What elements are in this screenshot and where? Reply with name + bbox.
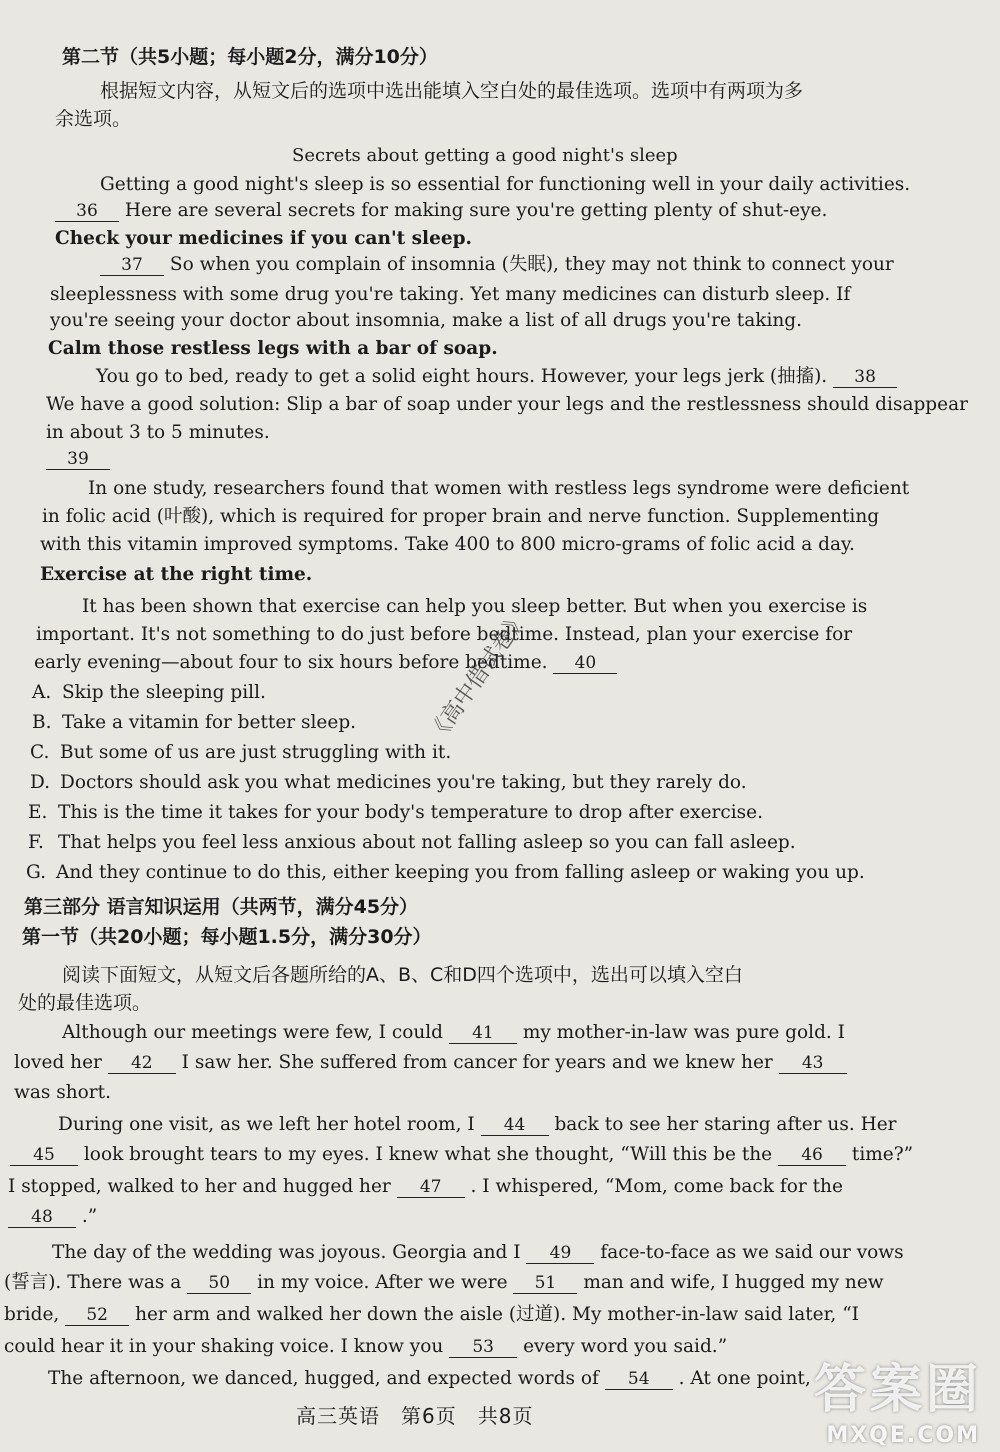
blank-41[interactable]: 41 xyxy=(449,1023,517,1044)
part-heading: 第三部分 语言知识运用（共两节，满分45分） xyxy=(24,896,419,918)
paragraph-text: loved her xyxy=(14,1052,102,1073)
logo-text: 答案圈 xyxy=(813,1360,982,1420)
paragraph-text: man and wife, I hugged my new xyxy=(583,1272,884,1293)
section-heading: 第一节（共20小题；每小题1.5分，满分30分） xyxy=(22,926,432,948)
paragraph-text: You go to bed, ready to get a solid eight hours. However, your legs jerk (抽搐). xyxy=(96,366,828,387)
paragraph-line: Getting a good night's sleep is so essential for functioning well in your daily activities. xyxy=(100,174,911,195)
blank-49[interactable]: 49 xyxy=(526,1243,594,1264)
paragraph-line xyxy=(58,1112,897,1138)
paragraph-text: every word you said.” xyxy=(523,1336,728,1357)
paragraph-line xyxy=(4,1270,884,1296)
paragraph-line: in folic acid (叶酸), which is required for proper brain and nerve function. Supplementing xyxy=(42,506,880,527)
paragraph-text: in my voice. After we were xyxy=(257,1272,508,1293)
blank-48[interactable]: 48 xyxy=(8,1207,76,1228)
paragraph-line: In one study, researchers found that women with restless legs syndrome were deficient xyxy=(88,478,910,499)
instruction-line: 处的最佳选项。 xyxy=(18,992,152,1014)
blank-39[interactable]: 39 xyxy=(46,449,110,470)
paragraph-text: Here are several secrets for making sure you're getting plenty of shut-eye. xyxy=(124,200,828,221)
paragraph-line xyxy=(55,198,827,224)
passage-title: Secrets about getting a good night's sleep xyxy=(292,145,678,166)
option-text: But some of us are just struggling with it. xyxy=(60,742,452,763)
paragraph-line: you're seeing your doctor about insomnia, make a list of all drugs you're taking. xyxy=(50,310,803,331)
paragraph-line xyxy=(10,1142,913,1168)
paragraph-line: in about 3 to 5 minutes. xyxy=(46,422,270,443)
option-label: D. xyxy=(30,772,51,793)
paragraph-line: sleeplessness with some drug you're taking. Yet many medicines can disturb sleep. If xyxy=(50,284,851,305)
subheading: Check your medicines if you can't sleep. xyxy=(55,228,472,249)
paragraph-line: We have a good solution: Slip a bar of soap under your legs and the restlessness should disappear xyxy=(46,394,968,415)
option-label: F. xyxy=(28,832,44,853)
option-d[interactable] xyxy=(30,770,747,796)
blank-37[interactable]: 37 xyxy=(100,255,164,276)
blank-53[interactable]: 53 xyxy=(449,1337,517,1358)
blank-54[interactable]: 54 xyxy=(605,1369,673,1390)
paragraph-text: Although our meetings were few, I could xyxy=(62,1022,444,1043)
blank-47[interactable]: 47 xyxy=(397,1177,465,1198)
paragraph-text: So when you complain of insomnia (失眠), they may not think to connect your xyxy=(169,254,894,275)
option-c[interactable] xyxy=(30,740,451,766)
paragraph-line xyxy=(62,1020,845,1046)
paragraph-line: with this vitamin improved symptoms. Take 400 to 800 micro-grams of folic acid a day. xyxy=(40,534,855,555)
option-text: Skip the sleeping pill. xyxy=(62,682,266,703)
option-label: C. xyxy=(30,742,50,763)
paragraph-line xyxy=(52,1240,904,1266)
option-text: Take a vitamin for better sleep. xyxy=(62,712,357,733)
instruction-line: 阅读下面短文，从短文后各题所给的A、B、C和D四个选项中，选出可以填入空白 xyxy=(62,964,743,986)
logo-domain: MXQE.COM xyxy=(826,1423,980,1448)
option-label: B. xyxy=(32,712,52,733)
paragraph-line xyxy=(96,364,897,390)
paragraph-text: back to see her staring after us. Her xyxy=(554,1114,897,1135)
paragraph-text: early evening—about four to six hours before bedtime. xyxy=(34,652,548,673)
page-footer: 高三英语 第6页 共8页 xyxy=(296,1404,534,1428)
paragraph-line xyxy=(8,1174,843,1200)
subheading: Calm those restless legs with a bar of soap. xyxy=(48,338,498,359)
paragraph-text: . I whispered, “Mom, come back for the xyxy=(470,1176,843,1197)
paragraph-text: I saw her. She suffered from cancer for years and we knew her xyxy=(181,1052,773,1073)
section-heading: 第二节（共5小题；每小题2分，满分10分） xyxy=(62,46,438,68)
paragraph-text: I stopped, walked to her and hugged her xyxy=(8,1176,391,1197)
paragraph-line xyxy=(48,1366,811,1392)
paragraph-text: her arm and walked her down the aisle (过道). My mother-in-law said later, “I xyxy=(135,1304,859,1325)
blank-44[interactable]: 44 xyxy=(481,1115,549,1136)
paragraph-text: my mother-in-law was pure gold. I xyxy=(522,1022,845,1043)
blank-40[interactable]: 40 xyxy=(553,653,617,674)
option-label: G. xyxy=(26,862,46,883)
paragraph-text: bride, xyxy=(4,1304,60,1325)
option-g[interactable] xyxy=(26,860,865,886)
paragraph-line xyxy=(100,252,894,278)
option-f[interactable] xyxy=(28,830,796,856)
option-text: And they continue to do this, either keeping you from falling asleep or waking you up. xyxy=(56,862,865,883)
paragraph-line: important. It's not something to do just before bedtime. Instead, plan your exercise for xyxy=(36,624,853,645)
watermark: 《高中借试卷》 xyxy=(424,606,533,748)
blank-50[interactable]: 50 xyxy=(187,1273,251,1294)
option-e[interactable] xyxy=(28,800,763,826)
blank-43[interactable]: 43 xyxy=(779,1053,847,1074)
paragraph-line xyxy=(34,650,617,676)
paragraph-text: . At one point, xyxy=(678,1368,811,1389)
blank-51[interactable]: 51 xyxy=(513,1273,577,1294)
blank-45[interactable]: 45 xyxy=(10,1145,78,1166)
site-logo xyxy=(800,1332,1000,1452)
paragraph-line xyxy=(4,1334,727,1360)
paragraph-line: It has been shown that exercise can help you sleep better. But when you exercise is xyxy=(82,596,868,617)
blank-46[interactable]: 46 xyxy=(778,1145,846,1166)
paragraph-text: look brought tears to my eyes. I knew what she thought, “Will this be the xyxy=(83,1144,773,1165)
option-text: Doctors should ask you what medicines you're taking, but they rarely do. xyxy=(60,772,747,793)
paragraph-text: The day of the wedding was joyous. Georgia and I xyxy=(52,1242,521,1263)
paragraph-text: During one visit, as we left her hotel room, I xyxy=(58,1114,475,1135)
paragraph-line: was short. xyxy=(14,1082,111,1103)
paragraph-line xyxy=(4,1302,859,1328)
blank-52[interactable]: 52 xyxy=(65,1305,129,1326)
paragraph-text: time?” xyxy=(851,1144,914,1165)
option-label: E. xyxy=(28,802,48,823)
paragraph-text: .” xyxy=(81,1206,98,1227)
blank-36[interactable]: 36 xyxy=(55,201,119,222)
paragraph-text: The afternoon, we danced, hugged, and expected words of xyxy=(48,1368,599,1389)
paragraph-text: could hear it in your shaking voice. I know you xyxy=(4,1336,444,1357)
option-a[interactable] xyxy=(32,680,266,706)
blank-38[interactable]: 38 xyxy=(833,367,897,388)
paragraph-line xyxy=(46,446,110,472)
paragraph-text: face-to-face as we said our vows xyxy=(600,1242,904,1263)
instruction-line: 余选项。 xyxy=(55,108,132,130)
option-b[interactable] xyxy=(32,710,356,736)
paragraph-text: (誓言). There was a xyxy=(4,1272,182,1293)
instruction-line: 根据短文内容，从短文后的选项中选出能填入空白处的最佳选项。选项中有两项为多 xyxy=(100,80,804,102)
subheading: Exercise at the right time. xyxy=(40,564,313,585)
paragraph-line xyxy=(8,1204,97,1230)
option-text: That helps you feel less anxious about not falling asleep so you can fall asleep. xyxy=(58,832,796,853)
blank-42[interactable]: 42 xyxy=(108,1053,176,1074)
option-text: This is the time it takes for your body's temperature to drop after exercise. xyxy=(58,802,764,823)
paragraph-line xyxy=(14,1050,847,1076)
option-label: A. xyxy=(32,682,52,703)
